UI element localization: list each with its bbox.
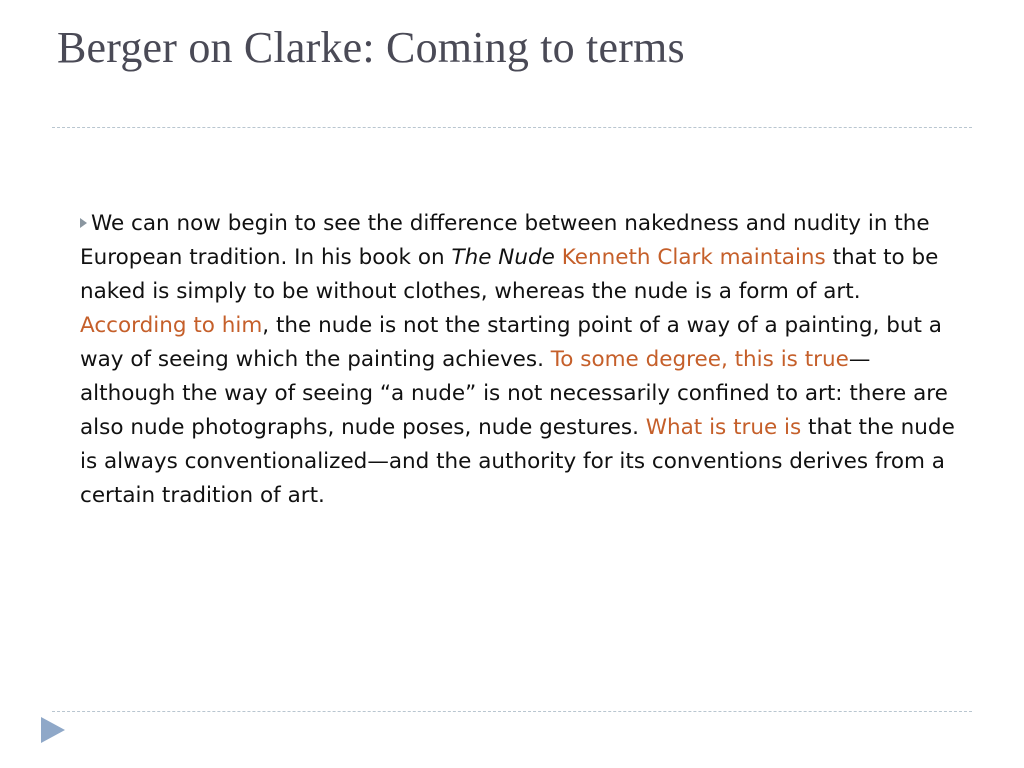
highlight-according-to-him: According to him <box>80 312 263 338</box>
triangle-bullet-icon <box>80 218 87 228</box>
next-slide-arrow-icon[interactable] <box>40 716 66 744</box>
text-run: that to be naked is simply to be without clothes, whereas the nude is a form of art. <box>80 244 939 304</box>
highlight-what-is-true: What is true is <box>645 414 802 440</box>
text-run: that the nude is always conventionalized—and the authority for its conventions derives from a certain tradition of art. <box>80 414 955 508</box>
bullet-paragraph <box>80 207 965 513</box>
text-run: We can now begin to see the difference between nakedness and nudity in the European tradition. In his book on <box>80 210 930 270</box>
text-run: , the nude is not the starting point of a way of a painting, but a way of seeing which the painting achieves. <box>80 312 942 372</box>
text-run: —although the way of seeing “a nude” is not necessarily confined to art: there are also nude photographs, nude poses, nude gestures. <box>80 346 948 440</box>
slide-title: Berger on Clarke: Coming to terms <box>57 23 685 72</box>
highlight-to-some-degree: To some degree, this is true <box>550 346 849 372</box>
text-run <box>555 245 562 270</box>
book-title: The Nude <box>451 244 555 270</box>
footer-divider <box>52 711 972 712</box>
highlight-kenneth-clark: Kenneth Clark maintains <box>561 244 826 270</box>
title-divider <box>52 127 972 128</box>
